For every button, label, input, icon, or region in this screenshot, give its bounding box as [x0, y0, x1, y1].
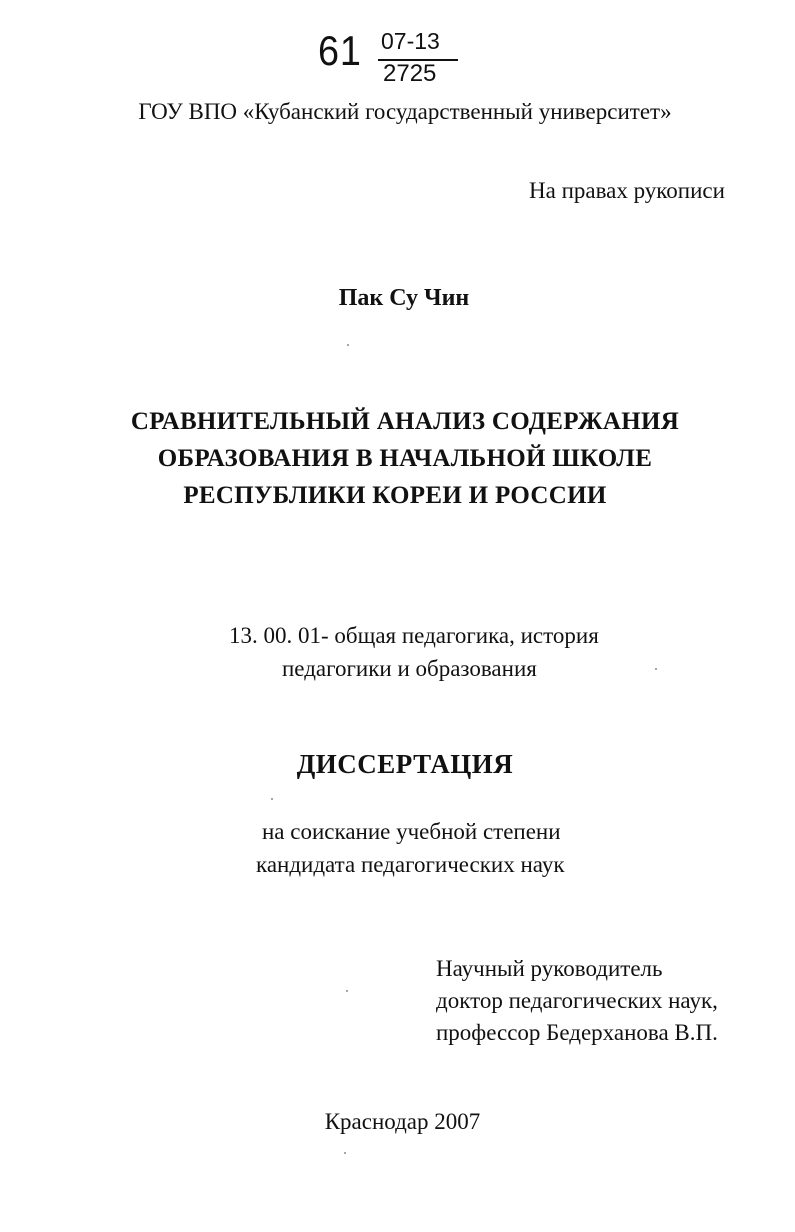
scan-speck	[271, 798, 273, 800]
scan-speck	[344, 1152, 346, 1154]
degree-line: кандидата педагогических наук	[256, 852, 565, 877]
rights-note: На правах рукописи	[529, 178, 725, 203]
title-line: СРАВНИТЕЛЬНЫЙ АНАЛИЗ СОДЕРЖАНИЯ	[130, 408, 680, 435]
scan-speck	[347, 344, 349, 346]
supervisor-line: доктор педагогических наук,	[436, 988, 718, 1013]
document-type: ДИССЕРТАЦИЯ	[296, 749, 514, 779]
university-name: ГОУ ВПО «Кубанский государственный университет»	[138, 99, 672, 124]
specialty-line: педагогики и образования	[282, 656, 537, 681]
degree-line: на соискание учебной степени	[262, 819, 561, 844]
specialty-line: 13. 00. 01- общая педагогика, история	[229, 623, 599, 648]
scan-speck	[655, 668, 657, 670]
scan-speck	[346, 990, 348, 992]
title-line: ОБРАЗОВАНИЯ В НАЧАЛЬНОЙ ШКОЛЕ	[157, 445, 653, 472]
library-stamp	[318, 26, 448, 86]
author-name: Пак Су Чин	[338, 285, 470, 311]
supervisor-line: Научный руководитель	[436, 956, 663, 981]
stamp-denominator: 2725	[383, 60, 437, 87]
stamp-number: 61	[318, 27, 362, 74]
stamp-numerator: 07-13	[381, 28, 440, 54]
title-line: РЕСПУБЛИКИ КОРЕИ И РОССИИ	[183, 482, 607, 509]
supervisor-line: профессор Бедерханова В.П.	[436, 1020, 718, 1045]
city-year: Краснодар 2007	[324, 1109, 481, 1134]
